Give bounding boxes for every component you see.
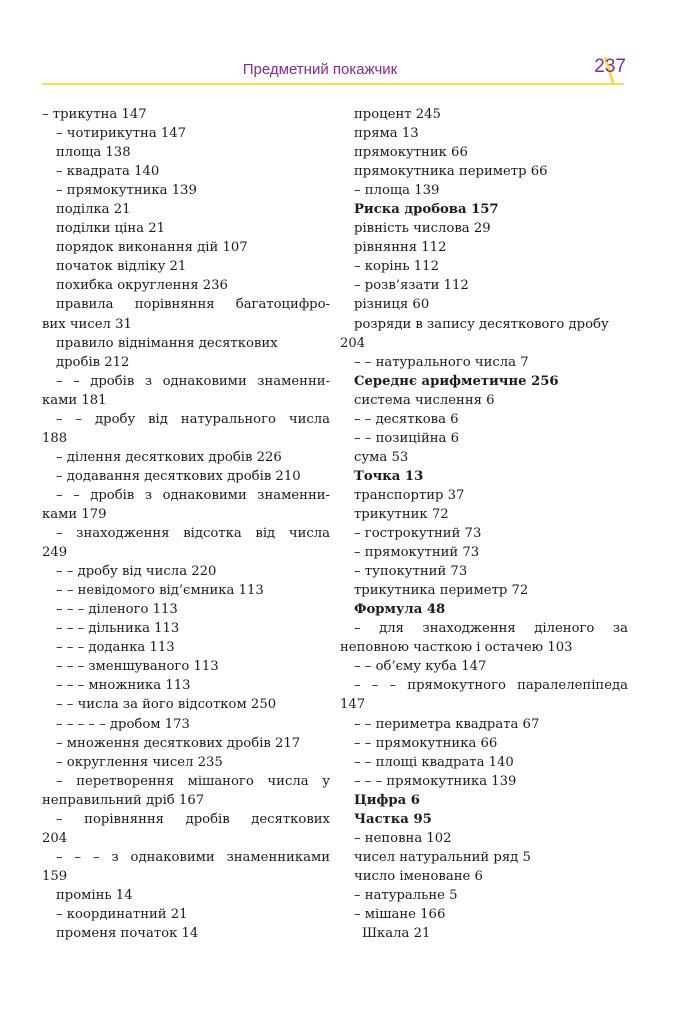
index-entry: – – – прямокутника 139: [354, 773, 517, 789]
index-entry: – прямокутний 73: [354, 545, 480, 561]
index-entry: рівність числова 29: [354, 221, 491, 237]
index-entry: – – дробів з однаковими знаменни-: [56, 373, 330, 389]
index-entry: 159: [42, 868, 68, 884]
index-entry: 204: [340, 335, 366, 351]
index-entry: чисел натуральний ряд 5: [354, 849, 531, 865]
index-entry: площа 138: [56, 145, 131, 161]
index-entry: порядок виконання дій 107: [56, 240, 248, 256]
index-entry: початок відліку 21: [56, 259, 187, 275]
index-entry: 249: [42, 545, 68, 561]
index-entry: розряди в запису десяткового дробу: [354, 316, 609, 332]
index-entry: – чотирикутна 147: [56, 126, 187, 142]
index-entry: похибка округлення 236: [56, 278, 228, 294]
index-entry: прямокутник 66: [354, 145, 468, 161]
index-entry: – – дробів з однаковими знаменни-: [56, 487, 330, 503]
index-entry: – – позиційна 6: [354, 430, 460, 446]
index-entry: – натуральне 5: [354, 887, 458, 903]
index-entry: трикутника периметр 72: [354, 583, 529, 599]
index-entry: – – – – – дробом 173: [56, 716, 190, 732]
index-entry: прямокутника периметр 66: [354, 164, 548, 180]
index-heading: Риска дробова 157: [354, 202, 499, 218]
index-entry: поділка 21: [56, 202, 131, 218]
index-entry: – прямокутника 139: [56, 183, 197, 199]
index-entry: пряма 13: [354, 126, 419, 142]
index-entry: – порівняння дробів десяткових: [56, 811, 330, 827]
index-entry: система числення 6: [354, 392, 495, 408]
index-entry: – – – дільника 113: [56, 621, 180, 637]
index-entry: процент 245: [354, 107, 441, 122]
index-entry: Шкала 21: [362, 926, 431, 942]
index-heading: Формула 48: [354, 602, 446, 618]
index-entry: промінь 14: [56, 887, 133, 903]
index-entry: 147: [340, 697, 366, 713]
index-entry: поділки ціна 21: [56, 221, 165, 237]
index-entry: – – – діленого 113: [56, 602, 178, 618]
index-entry: рівняння 112: [354, 240, 447, 256]
index-entry: – мішане 166: [354, 906, 446, 922]
index-entry: – неповна 102: [354, 830, 452, 846]
index-entry: неповною часткою і остачею 103: [340, 640, 573, 656]
index-entry: – – числа за його відсотком 250: [56, 697, 277, 713]
index-entry: – – периметра квадрата 67: [354, 716, 540, 732]
index-entry: трикутник 72: [354, 506, 449, 522]
index-entry: дробів 212: [56, 354, 130, 370]
index-entry: – тупокутний 73: [354, 564, 468, 580]
index-entry: – – дробу від натурального числа: [56, 411, 330, 427]
index-entry: вих чисел 31: [42, 316, 132, 332]
index-entry: – – – множника 113: [56, 678, 191, 694]
index-entry: сума 53: [354, 449, 409, 465]
index-entry: – знаходження відсотка від числа: [56, 526, 330, 542]
index-entry: – – площі квадрата 140: [354, 754, 514, 770]
index-entry: 204: [42, 830, 68, 846]
index-entry: – гострокутний 73: [354, 526, 482, 542]
index-entry: різниця 60: [354, 297, 430, 313]
header-rule: [42, 83, 624, 85]
index-column-left: [42, 105, 330, 943]
index-heading: Частка 95: [354, 811, 432, 827]
index-entry: – для знаходження діленого за: [354, 621, 628, 637]
index-entry: 188: [42, 430, 68, 446]
index-entry: променя початок 14: [56, 926, 199, 942]
index-entry: – – – прямокутного паралелепіпеда: [354, 678, 628, 694]
index-entry: – координатний 21: [56, 906, 188, 922]
index-entry: транспортир 37: [354, 487, 465, 503]
index-entry: – корінь 112: [354, 259, 439, 275]
index-entry: – – – доданка 113: [56, 640, 175, 656]
index-entry: – ділення десяткових дробів 226: [56, 449, 282, 465]
index-entry: – – – з однаковими знаменниками: [56, 849, 330, 865]
index-entry: – – дробу від числа 220: [56, 564, 217, 580]
index-entry: – – прямокутника 66: [354, 735, 498, 751]
index-entry: правила порівняння багатоцифро-: [56, 297, 330, 313]
index-entry: – перетворення мішаного числа у: [56, 773, 330, 789]
index-entry: неправильний дріб 167: [42, 792, 205, 808]
index-entry: – розв’язати 112: [354, 278, 469, 294]
index-entry: ками 179: [42, 506, 107, 522]
index-heading: Цифра 6: [354, 792, 420, 808]
index-heading: Середнє арифметичне 256: [354, 373, 559, 389]
index-entry: ками 181: [42, 392, 107, 408]
index-entry: правило віднімання десяткових: [56, 335, 278, 351]
index-heading: Точка 13: [354, 468, 424, 484]
page-number: 237: [594, 56, 626, 77]
index-entry: – – невідомого від’ємника 113: [56, 583, 264, 599]
index-entry: – трикутна 147: [42, 107, 147, 122]
index-entry: – додавання десяткових дробів 210: [56, 468, 301, 484]
index-column-right: [340, 105, 628, 943]
index-entry: – площа 139: [354, 183, 440, 199]
index-entry: – округлення чисел 235: [56, 754, 223, 770]
page-header: [42, 55, 624, 83]
running-title: Предметний покажчик: [242, 61, 398, 78]
index-entry: – – десяткова 6: [354, 411, 459, 427]
index-entry: число іменоване 6: [354, 868, 483, 884]
index-entry: – квадрата 140: [56, 164, 160, 180]
index-entry: – – натурального числа 7: [354, 354, 529, 370]
index-entry: – – об’єму куба 147: [354, 659, 487, 675]
index-entry: – – – зменшуваного 113: [56, 659, 219, 675]
index-entry: – множення десяткових дробів 217: [56, 735, 301, 751]
